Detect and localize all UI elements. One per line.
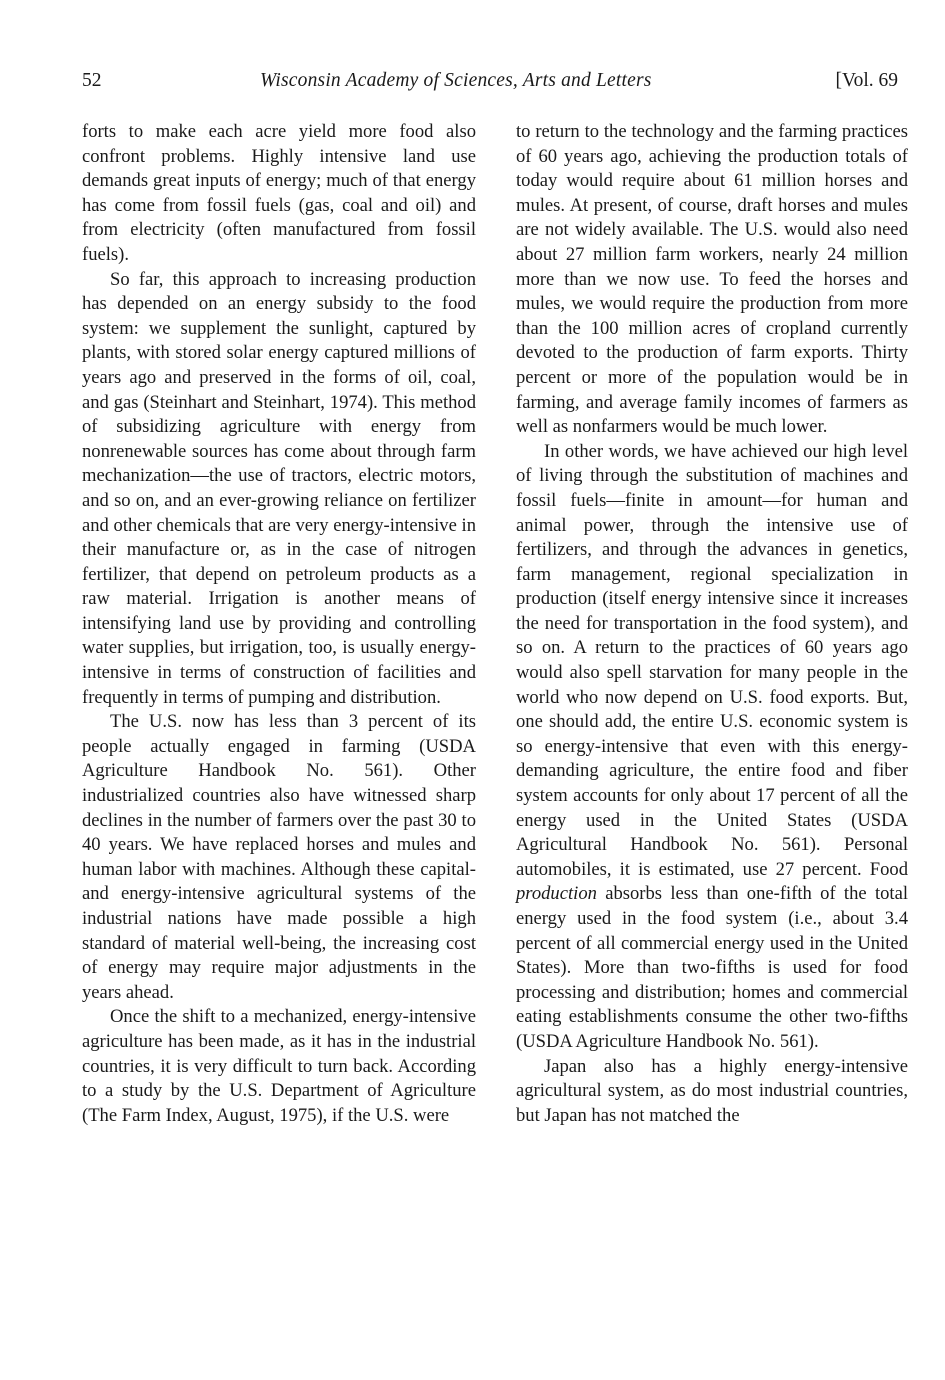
page-number: 52 bbox=[82, 70, 102, 91]
paragraph: Once the shift to a mechanized, energy-intensive agriculture has been made, as it has in the industrial countries, it is very difficult to turn back. According to a study by the U.S. Department of Agriculture (The Farm Index, August, 1975), if the U.S. were bbox=[82, 1006, 476, 1126]
paragraph: Japan also has a highly energy-intensive agricultural system, as do most industrial countries, but Japan has not matched the bbox=[516, 1055, 908, 1126]
paragraph: forts to make each acre yield more food also confront problems. Highly intensive land use demands great inputs of energy; much of that energy has come from fossil fuels (gas, coal and oil) and from electricity (often manufactured from fossil fuels). bbox=[82, 121, 476, 265]
journal-title: Wisconsin Academy of Sciences, Arts and Letters bbox=[260, 70, 652, 91]
paragraph: to return to the technology and the farming practices of 60 years ago, achieving the production totals of today would require about 61 million horses and mules. At present, of course, draft horses and mules are not widely available. The U.S. would also need about 27 million farm workers, nearly 24 million more than we now use. To feed the horses and mules, we would require the production from more than the 100 million acres of cropland currently devoted to the production of farm exports. Thirty percent or more of the population would be in farming, and average family incomes of farmers as well as nonfarmers would be much lower. bbox=[516, 121, 908, 438]
left-column bbox=[82, 120, 476, 1128]
paragraph-text: absorbs less than one-fifth of the total energy used in the food system (i.e., about 3.4 percent of all commercial energy used in the United States). More than two-fifths is used for food processing and distribution; homes and commercial eating establishments consume the other two-fifths (USDA Agriculture Handbook No. 561). bbox=[516, 883, 908, 1052]
volume-label: [Vol. 69 bbox=[835, 70, 898, 91]
paragraph-text: In other words, we have achieved our high level of living through the substitution of machines and fossil fuels—finite in amount—for human and animal power, through the intensive use of fertilizers, and through the advances in genetics, farm management, regional specialization in production (itself energy intensive since it increases the need for transportation in the food system), and so on. A return to the practices of 60 years ago would also spell starvation for many people in the world who now depend on U.S. food exports. But, one should add, the entire U.S. economic system is so energy-intensive that even with this energy-demanding agriculture, the entire food and fiber system accounts for only about 17 percent of all the energy used in the United States (USDA Agricultural Handbook No. 561). Personal automobiles, it is estimated, use 27 percent. Food bbox=[516, 440, 908, 880]
emphasized-word: production bbox=[516, 883, 597, 905]
paragraph bbox=[516, 440, 908, 1055]
right-column bbox=[516, 120, 908, 1128]
running-head bbox=[82, 70, 898, 100]
paragraph: So far, this approach to increasing production has depended on an energy subsidy to the food system: we supplement the sunlight, captured by plants, with stored solar energy captured millions of years ago and preserved in the forms of oil, coal, and gas (Steinhart and Steinhart, 1974). This method of subsidizing agriculture with energy from nonrenewable sources has come about through farm mechanization—the use of tractors, electric motors, and so on, and an ever-growing reliance on fertilizer and other chemicals that are very energy-intensive in their manufacture or, as in the case of nitrogen fertilizer, that depend on petroleum products as a raw material. Irrigation is another means of intensifying land use by providing and controlling water supplies, but irrigation, too, is usually energy-intensive in terms of construction of facilities and frequently in terms of pumping and distribution. bbox=[82, 268, 476, 708]
paragraph: The U.S. now has less than 3 percent of its people actually engaged in farming (USDA Agriculture Handbook No. 561). Other industrialized countries also have witnessed sharp declines in the number of farmers over the past 30 to 40 years. We have replaced horses and mules and human labor with machines. Although these capital- and energy-intensive agricultural systems of the industrial nations have made possible a high standard of material well-being, the increasing cost of energy may require major adjustments in the years ahead. bbox=[82, 711, 476, 1003]
